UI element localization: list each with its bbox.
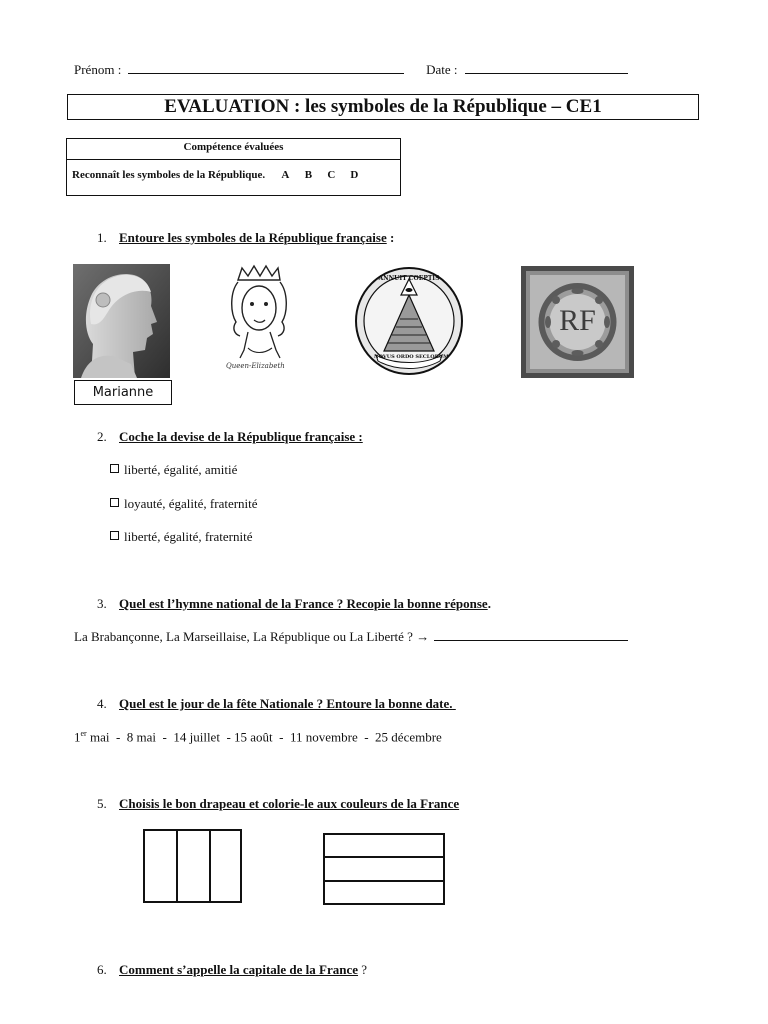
question-5 bbox=[97, 796, 459, 812]
question-text: Choisis le bon drapeau et colorie-le aux couleurs de la France bbox=[119, 796, 460, 811]
date-label: Date : bbox=[426, 62, 458, 77]
flag-divider bbox=[325, 880, 443, 882]
question-6 bbox=[97, 962, 367, 978]
date-first-number: 1 bbox=[74, 729, 81, 745]
flag-horizontal-stripes[interactable] bbox=[323, 833, 445, 905]
checkbox-icon[interactable] bbox=[110, 464, 119, 473]
question-number: 6. bbox=[97, 962, 107, 977]
question-underline-tail bbox=[453, 696, 475, 712]
flag-divider bbox=[176, 831, 178, 901]
question-3 bbox=[97, 596, 491, 612]
question-number: 1. bbox=[97, 230, 107, 245]
question-1 bbox=[97, 230, 394, 246]
option-3[interactable] bbox=[110, 529, 252, 545]
seal-top-text: ANNUIT COEPTIS bbox=[378, 275, 440, 282]
competence-table bbox=[66, 138, 401, 196]
option-1[interactable] bbox=[110, 462, 237, 478]
marianne-caption: Marianne bbox=[74, 380, 172, 405]
great-seal-image[interactable] bbox=[354, 265, 464, 378]
anthem-choices-text: La Brabançonne, La Marseillaise, La République ou La Liberté ? → bbox=[74, 629, 430, 644]
option-label: liberté, égalité, fraternité bbox=[124, 529, 253, 544]
question-suffix: : bbox=[386, 230, 395, 245]
header-line bbox=[74, 62, 628, 78]
queen-portrait-icon bbox=[218, 262, 298, 374]
marianne-bust-icon bbox=[73, 264, 170, 378]
question-suffix: . bbox=[487, 596, 491, 611]
competence-heading: Compétence évaluées bbox=[67, 139, 400, 160]
question-2 bbox=[97, 429, 363, 445]
date-field[interactable] bbox=[465, 63, 628, 74]
grade-b[interactable]: B bbox=[304, 169, 313, 181]
question-text: Entoure les symboles de la République française bbox=[119, 230, 387, 245]
rf-emblem-image[interactable] bbox=[521, 266, 634, 378]
option-2[interactable] bbox=[110, 496, 258, 512]
date-choices[interactable] bbox=[74, 729, 442, 745]
question-4 bbox=[97, 696, 475, 712]
firstname-field[interactable] bbox=[128, 63, 404, 74]
date-first-sup: er bbox=[80, 729, 87, 738]
page-title: EVALUATION : les symboles de la République – CE1 bbox=[67, 94, 699, 120]
competence-row bbox=[67, 160, 400, 181]
marianne-image[interactable] bbox=[73, 264, 170, 378]
firstname-label: Prénom : bbox=[74, 62, 122, 77]
question-text: Quel est le jour de la fête Nationale ? Entoure la bonne date. bbox=[119, 696, 453, 711]
flag-vertical-stripes[interactable] bbox=[143, 829, 242, 903]
checkbox-icon[interactable] bbox=[110, 531, 119, 540]
question-number: 3. bbox=[97, 596, 107, 611]
date-choices-text: mai - 8 mai - 14 juillet - 15 août - 11 novembre - 25 décembre bbox=[86, 729, 442, 745]
question-number: 5. bbox=[97, 796, 107, 811]
checkbox-icon[interactable] bbox=[110, 498, 119, 507]
queen-inner-text: Queen-Elizabeth bbox=[226, 362, 285, 370]
question-text: Quel est l’hymne national de la France ? Recopie la bonne réponse bbox=[119, 596, 488, 611]
competence-skill: Reconnaît les symboles de la République. bbox=[72, 169, 266, 181]
question-text: Comment s’appelle la capitale de la France bbox=[119, 962, 359, 977]
question-number: 2. bbox=[97, 429, 107, 444]
anthem-answer-field[interactable] bbox=[434, 630, 628, 641]
grade-a[interactable]: A bbox=[281, 169, 290, 181]
question-number: 4. bbox=[97, 696, 107, 711]
anthem-choices bbox=[74, 629, 628, 645]
grade-d[interactable]: D bbox=[350, 169, 359, 181]
option-label: liberté, égalité, amitié bbox=[124, 462, 238, 477]
queen-elizabeth-image[interactable] bbox=[218, 262, 298, 374]
seal-bottom-text: NOVUS ORDO SECLORUM bbox=[374, 354, 449, 360]
question-text: Coche la devise de la République française : bbox=[119, 429, 363, 444]
option-label: loyauté, égalité, fraternité bbox=[124, 496, 258, 511]
rf-letters: RF bbox=[559, 304, 596, 337]
question-suffix: ? bbox=[358, 962, 368, 977]
flag-divider bbox=[325, 856, 443, 858]
grade-c[interactable]: C bbox=[327, 169, 336, 181]
flag-divider bbox=[209, 831, 211, 901]
